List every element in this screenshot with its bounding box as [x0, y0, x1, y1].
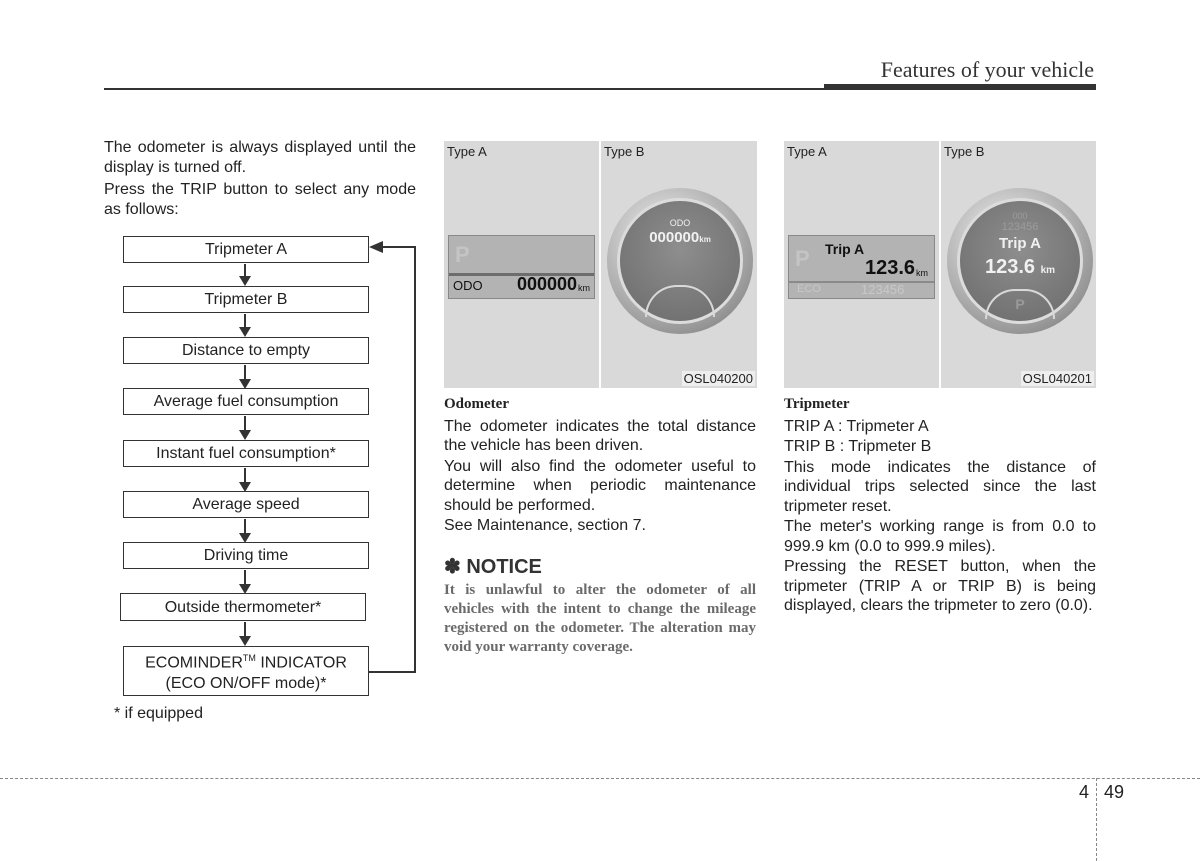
- flow-arrow: [244, 570, 246, 592]
- loop-arrowhead: [369, 241, 383, 253]
- type-b-label: Type B: [604, 144, 645, 159]
- intro-paragraph: The odometer is always displayed until the display is turned off.: [104, 139, 416, 176]
- flow-arrow: [244, 365, 246, 387]
- flow-arrow: [244, 519, 246, 541]
- gauge-odo-value: 000000: [649, 229, 700, 246]
- flow-box-label: Average speed: [192, 496, 300, 513]
- tripmeter-paragraph: The meter's working range is from 0.0 to 999.9 km (0.0 to 999.9 miles).: [784, 518, 1096, 555]
- ecominder-label: ECOMINDER: [145, 654, 243, 672]
- ecominder-line-2: (ECO ON/OFF mode)*: [165, 675, 327, 693]
- flow-box-average-speed: [123, 491, 369, 518]
- flow-arrow: [244, 416, 246, 438]
- flow-arrow: [244, 622, 246, 644]
- gauge-trip-reading: [960, 256, 1080, 279]
- type-a-label: Type A: [447, 144, 487, 159]
- gauge-trip-unit: km: [1040, 265, 1056, 276]
- tripmeter-paragraph: Pressing the RESET button, when the tripmeter (TRIP A or TRIP B) is being displayed, clears the tripmeter to zero (0.0).: [784, 558, 1096, 614]
- flow-box-label: Outside thermometer*: [164, 598, 322, 616]
- tripmeter-section: [784, 395, 1096, 617]
- flow-box-label: Tripmeter B: [204, 291, 288, 308]
- flow-box-ecominder: [123, 646, 369, 696]
- page-number: 49: [1104, 782, 1125, 802]
- gauge-odo-unit: km: [699, 235, 711, 244]
- intro-paragraph: Press the TRIP button to select any mode as follows:: [104, 181, 416, 218]
- gauge-odo-reading: [620, 229, 740, 246]
- lcd-gear-indicator: P: [795, 246, 810, 271]
- gauge-odo-label: ODO: [669, 218, 691, 228]
- flow-box-outside-thermometer: [120, 593, 366, 621]
- figure-code: OSL040200: [683, 371, 753, 386]
- gauge-faded-label: 000: [1012, 211, 1028, 221]
- odometer-type-a-panel: [444, 141, 599, 388]
- odometer-gauge: [607, 188, 753, 334]
- trademark-mark: TM: [242, 652, 256, 663]
- tripmeter-lcd-display: [788, 235, 935, 299]
- gauge-trip-label: Trip A: [999, 235, 1041, 252]
- odometer-heading: Odometer: [444, 396, 509, 412]
- odometer-paragraph: See Maintenance, section 7.: [444, 517, 646, 534]
- tripmeter-type-a-panel: [784, 141, 939, 388]
- gauge-face: [957, 198, 1083, 324]
- flow-arrow: [244, 468, 246, 490]
- gauge-trip-value: 123.6: [984, 256, 1036, 278]
- lcd-faded-eco: ECO: [797, 283, 821, 295]
- flow-box-label: Distance to empty: [181, 342, 311, 359]
- flow-box-label: Tripmeter A: [204, 241, 288, 258]
- flow-box-tripmeter-a: [123, 236, 369, 263]
- type-a-label: Type A: [787, 144, 827, 159]
- lcd-trip-unit: km: [916, 268, 928, 278]
- figure-code: OSL040201: [1022, 371, 1092, 386]
- flow-box-tripmeter-b: [123, 286, 369, 313]
- lcd-odo-unit: km: [578, 283, 590, 293]
- page-header-title: Features of your vehicle: [880, 57, 1094, 82]
- odometer-lcd-display: [448, 235, 595, 299]
- odometer-paragraph: The odometer indicates the total distance the vehicle has been driven.: [444, 417, 756, 454]
- intro-text: [104, 138, 416, 222]
- ecominder-label-suffix: INDICATOR: [255, 654, 347, 672]
- footnote: * if equipped: [114, 705, 203, 722]
- tripmeter-heading: Tripmeter: [784, 396, 850, 412]
- tripmeter-line: TRIP B : Tripmeter B: [784, 438, 932, 455]
- flow-box-distance-to-empty: [123, 337, 369, 364]
- type-b-label: Type B: [944, 144, 985, 159]
- gauge-face: [617, 198, 743, 324]
- ecominder-line-1: [145, 648, 347, 673]
- footer-dashed-divider: [1096, 778, 1097, 861]
- notice-heading: ✽ NOTICE: [444, 556, 542, 578]
- flow-box-driving-time: [123, 542, 369, 569]
- header-rule-accent: [824, 84, 1096, 90]
- loop-line-top: [380, 246, 416, 248]
- tripmeter-gauge: [947, 188, 1093, 334]
- notice-text: It is unlawful to alter the odometer of all vehicles with the intent to change the mileage registered on the odometer. The alteration may void your warranty coverage.: [444, 582, 756, 655]
- lcd-trip-value: 123.6: [865, 257, 916, 279]
- loop-line-bottom: [369, 671, 416, 673]
- lcd-odo-value: 000000: [517, 274, 578, 294]
- lcd-odo-label: ODO: [453, 278, 483, 293]
- footer-dashed-rule: [0, 778, 1200, 779]
- tripmeter-paragraph: This mode indicates the distance of individual trips selected since the last tripmeter reset.: [784, 458, 1096, 515]
- lcd-faded-odo: 123456: [861, 282, 905, 297]
- flow-box-label: Average fuel consumption: [153, 393, 339, 410]
- flow-box-label: Instant fuel consumption*: [156, 445, 336, 462]
- flow-box-label: Driving time: [203, 547, 289, 564]
- lcd-gear-indicator: P: [455, 242, 470, 267]
- flow-box-average-fuel: [123, 388, 369, 415]
- tripmeter-line: TRIP A : Tripmeter A: [784, 417, 929, 435]
- flow-arrow: [244, 264, 246, 284]
- chapter-number: 4: [1079, 782, 1090, 802]
- gauge-lower-arc: [645, 285, 715, 317]
- lcd-trip-label: Trip A: [825, 241, 865, 257]
- flow-box-instant-fuel: [123, 440, 369, 467]
- odometer-paragraph: You will also find the odometer useful to determine when periodic maintenance should be performed.: [444, 457, 756, 514]
- loop-line-vertical: [414, 247, 416, 673]
- odometer-section: [444, 395, 756, 537]
- gauge-faded-gear: P: [1015, 296, 1025, 312]
- flow-arrow: [244, 314, 246, 335]
- odometer-type-b-panel: [601, 141, 757, 388]
- tripmeter-type-b-panel: [941, 141, 1096, 388]
- gauge-faded-value: 123456: [1001, 221, 1039, 233]
